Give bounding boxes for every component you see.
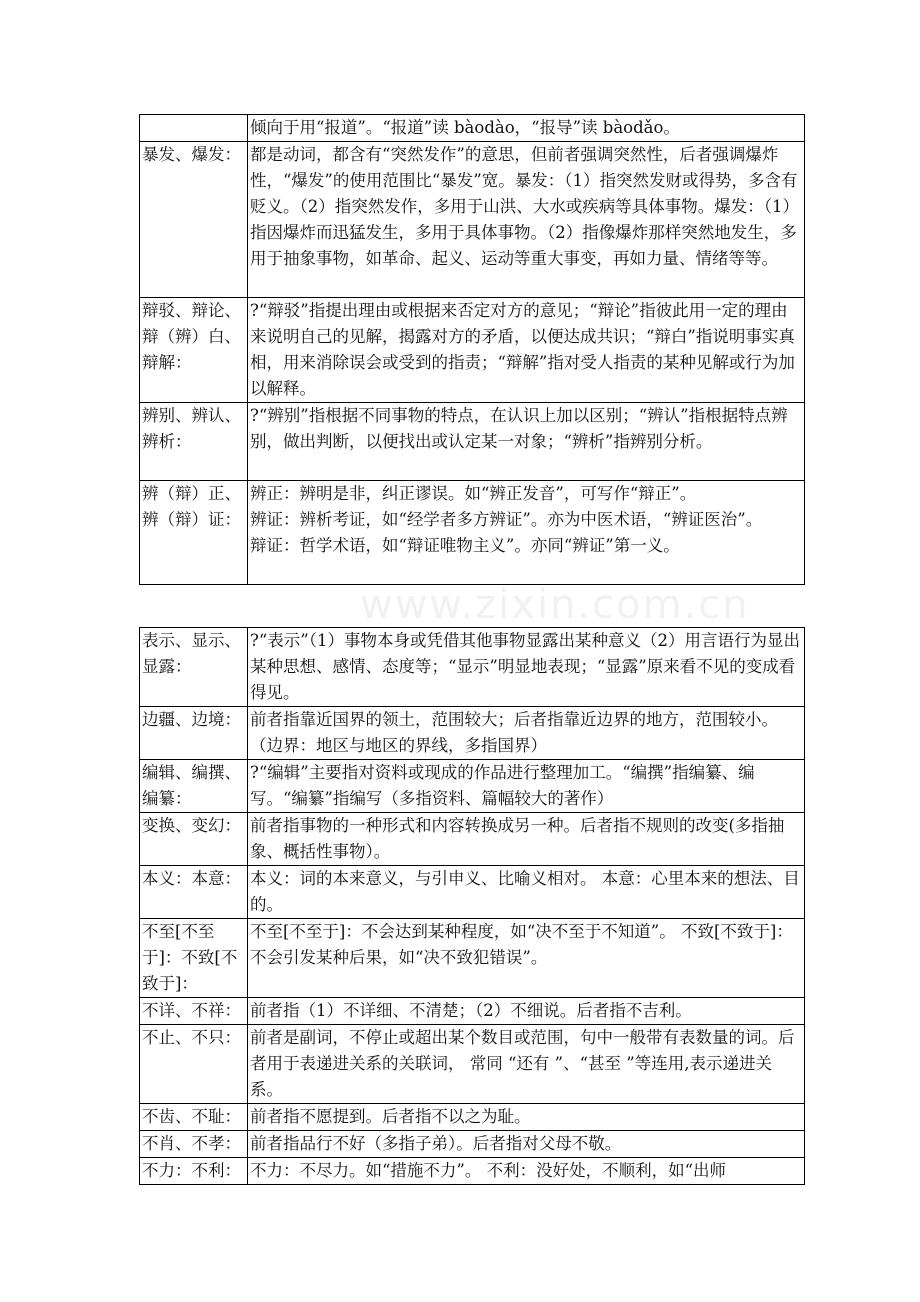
watermark-text: www.zixin.com.cn — [360, 582, 750, 628]
definition-cell: 都是动词，都含有“突然发作”的意思，但前者强调突然性，后者强调爆炸性，“爆发”的使用范围比“暴发”宽。暴发：（1）指突然发财或得势，多含有贬义。（2）指突然发作，多用于山洪、大水或疾病等具体事物。爆发：（1）指因爆炸而迅猛发生，多用于具体事物。（2）指像爆炸那样突然地发生，多用于抽象事物，如革命、起义、运动等重大事变，再如力量、情绪等等。 — [248, 142, 805, 298]
definition-line: 辩证：哲学术语，如“辩证唯物主义”。亦同“辨证”第一义。 — [250, 536, 680, 555]
term-cell — [140, 115, 248, 142]
definition-cell: 倾向于用“报道”。“报道”读 bàodào，“报导”读 bàodǎo。 — [248, 115, 805, 142]
table-row — [140, 998, 805, 1025]
term-cell: 表示、显示、显露： — [140, 628, 248, 707]
term-cell: 本义：本意： — [140, 866, 248, 919]
table-row — [140, 760, 805, 813]
definition-cell: 前者指不愿提到。后者指不以之为耻。 — [248, 1104, 805, 1131]
definition-cell: 本义：词的本来意义，与引申义、比喻义相对。 本意：心里本来的想法、目的。 — [248, 866, 805, 919]
definition-cell: 前者指（1）不详细、不清楚；（2）不细说。后者指不吉利。 — [248, 998, 805, 1025]
term-cell: 辨（辩）正、辨（辩）证： — [140, 481, 248, 585]
definition-cell: 前者指靠近国界的领土，范围较大；后者指靠近边界的地方，范围较小。（边界：地区与地区的界线，多指国界） — [248, 707, 805, 760]
term-cell: 边疆、边境： — [140, 707, 248, 760]
table-row — [140, 142, 805, 298]
table-row — [140, 628, 805, 707]
term-cell: 不力：不利： — [140, 1158, 248, 1185]
definition-cell: 前者指事物的一种形式和内容转换成另一种。后者指不规则的改变(多指抽象、概括性事物）。 — [248, 813, 805, 866]
definition-cell: 不至[不至于]：不会达到某种程度，如“决不至于不知道”。 不致[不致于]：不会引发某种后果，如“决不致犯错误”。 — [248, 919, 805, 998]
definition-cell: ?“辨别”指根据不同事物的特点，在认识上加以区别；“辨认”指根据特点辨别，做出判断，以便找出或认定某一对象；“辨析”指辨别分析。 — [248, 403, 805, 481]
term-cell: 辨别、辨认、辨析： — [140, 403, 248, 481]
term-cell: 编辑、编撰、编纂： — [140, 760, 248, 813]
table-row — [140, 115, 805, 142]
table-row — [140, 481, 805, 585]
vocab-table-2 — [139, 627, 805, 1185]
definition-cell: ?“编辑”主要指对资料或现成的作品进行整理加工。“编撰”指编纂、编写。“编纂”指编写（多指资料、篇幅较大的著作） — [248, 760, 805, 813]
term-cell: 不齿、不耻： — [140, 1104, 248, 1131]
definition-cell: ?“辩驳”指提出理由或根据来否定对方的意见；“辩论”指彼此用一定的理由来说明自己的见解，揭露对方的矛盾，以便达成共识；“辩白”指说明事实真相，用来消除误会或受到的指责；“辩解”指对受人指责的某种见解或行为加以解释。 — [248, 298, 805, 403]
table-row — [140, 707, 805, 760]
term-cell: 变换、变幻： — [140, 813, 248, 866]
term-cell: 不至[不至于]：不致[不致于]： — [140, 919, 248, 998]
term-cell: 辩驳、辩论、辩（辨）白、辩解： — [140, 298, 248, 403]
definition-line: 辨证：辨析考证，如“经学者多方辨证”。亦为中医术语，“辨证医治”。 — [250, 510, 763, 529]
table-row — [140, 1131, 805, 1158]
definition-cell: ?“表示”（1）事物本身或凭借其他事物显露出某种意义（2）用言语行为显出某种思想、感情、态度等；“显示”明显地表现；“显露”原来看不见的变成看得见。 — [248, 628, 805, 707]
definition-cell — [248, 481, 805, 585]
table-row — [140, 298, 805, 403]
term-cell: 不肖、不孝： — [140, 1131, 248, 1158]
table-row — [140, 403, 805, 481]
table-row — [140, 813, 805, 866]
table-row — [140, 919, 805, 998]
definition-cell: 不力：不尽力。如“措施不力”。 不利：没好处，不顺利，如“出师 — [248, 1158, 805, 1185]
vocab-table-1 — [139, 114, 805, 585]
definition-line: 辨正：辨明是非，纠正谬误。如“辨正发音”，可写作“辩正”。 — [250, 484, 697, 503]
term-cell: 不详、不祥： — [140, 998, 248, 1025]
table-row — [140, 866, 805, 919]
table-row — [140, 1104, 805, 1131]
term-cell: 暴发、爆发： — [140, 142, 248, 298]
table-row — [140, 1025, 805, 1104]
term-cell: 不止、不只： — [140, 1025, 248, 1104]
definition-cell: 前者是副词，不停止或超出某个数目或范围，句中一般带有表数量的词。后者用于表递进关系的关联词， 常同 “还有 ”、“甚至 ”等连用,表示递进关系。 — [248, 1025, 805, 1104]
table-row — [140, 1158, 805, 1185]
definition-cell: 前者指品行不好（多指子弟）。后者指对父母不敬。 — [248, 1131, 805, 1158]
